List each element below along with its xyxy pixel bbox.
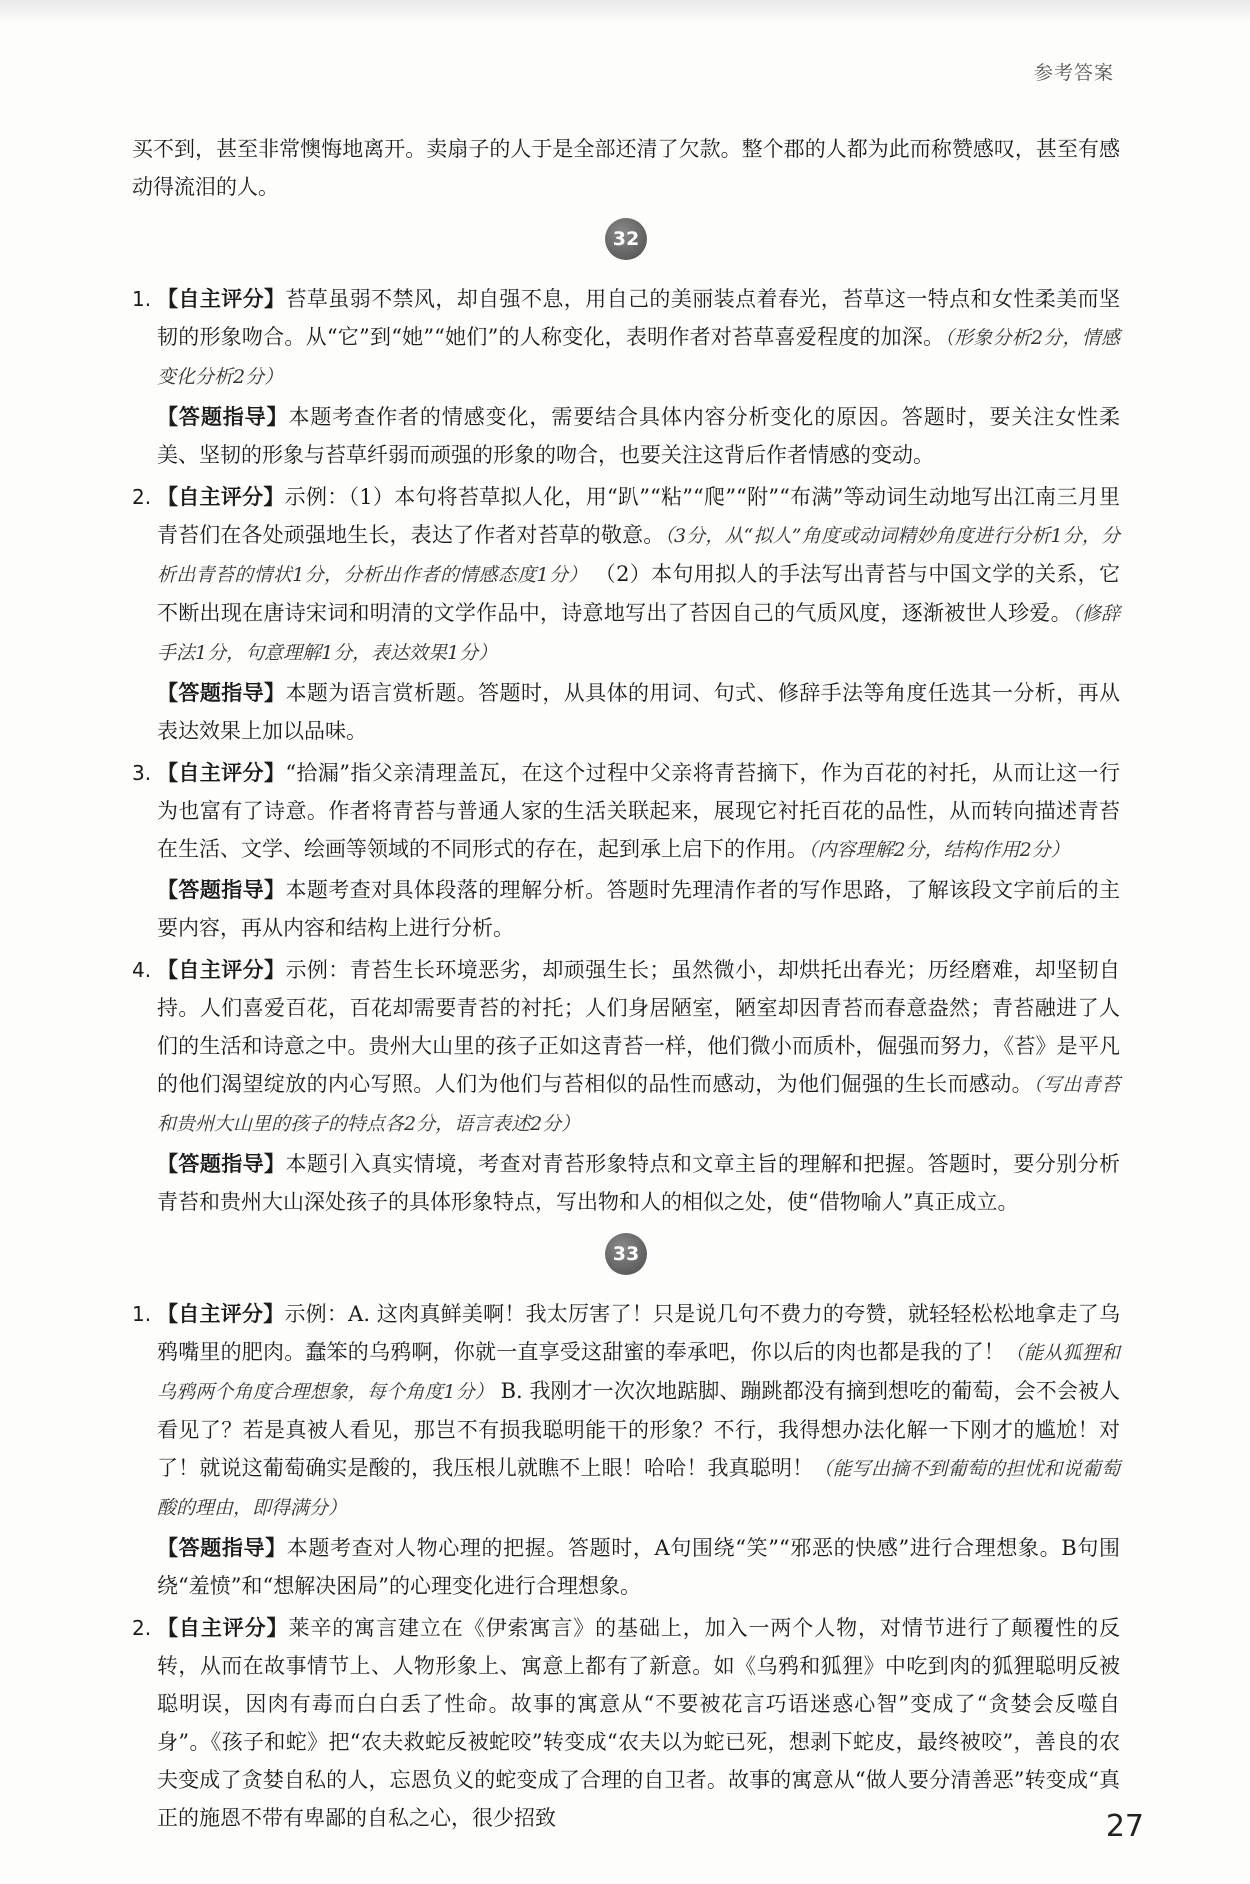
- self-score-text: 示例：（1）本句将苔草拟人化，用“趴”“粘”“爬”“附”“布满”等动词生动地写出江南三月里青苔们在各处顽强地生长，表达了作者对苔草的敬意。: [157, 485, 1121, 547]
- guide-label: 【答题指导】: [157, 1151, 286, 1176]
- self-score: [157, 754, 1120, 869]
- answer-item: [132, 951, 1120, 1221]
- answer-guide: [157, 398, 1120, 474]
- score-note: （写出青苔和贵州大山里的孩子的特点各2分，语言表述2分）: [157, 1074, 1120, 1135]
- answer-guide: [157, 1145, 1120, 1221]
- guide-label: 【答题指导】: [157, 877, 286, 902]
- answer-item: [132, 1295, 1120, 1605]
- guide-label: 【答题指导】: [157, 404, 289, 429]
- self-score-text: “拾漏”指父亲清理盖瓦，在这个过程中父亲将青苔摘下，作为百花的衬托，从而让这一行为也富有了诗意。作者将青苔与普通人家的生活关联起来，展现它衬托百花的品性，从而转向描述青苔在生活、文学、绘画等领域的不同形式的存在，起到承上启下的作用。: [157, 761, 1121, 861]
- scan-top-shadow: [0, 0, 1250, 24]
- answer-content: [132, 130, 1120, 1837]
- self-score-label: 【自主评分】: [157, 957, 286, 982]
- answer-item: [132, 754, 1120, 947]
- running-header: 参考答案: [1033, 62, 1114, 84]
- item-number: 2.: [132, 1616, 152, 1640]
- intro-paragraph: 买不到，甚至非常懊悔地离开。卖扇子的人于是全部还清了欠款。整个郡的人都为此而称赞感叹，甚至有感动得流泪的人。: [132, 137, 1120, 199]
- guide-text: 本题考查对具体段落的理解分析。答题时先理清作者的写作思路，了解该段文字前后的主要内容，再从内容和结构上进行分析。: [157, 878, 1121, 940]
- section-33-header: [132, 1221, 1120, 1291]
- answer-guide: [157, 1529, 1120, 1605]
- self-score-text: 苔草虽弱不禁风，却自强不息，用自己的美丽装点着春光，苔草这一特点和女性柔美而坚韧的形象吻合。从“它”到“她”“她们”的人称变化，表明作者对苔草喜爱程度的加深。: [157, 287, 1121, 349]
- self-score-label: 【自主评分】: [157, 1301, 285, 1326]
- score-note: （能从狐狸和乌鸦两个角度合理想象，每个角度1分）: [157, 1342, 1120, 1403]
- self-score: [157, 280, 1120, 396]
- self-score-text-2: B. 我刚才一次次地踮脚、蹦跳都没有摘到想吃的葡萄，会不会被人看见了？若是真被人看见，那岂不有损我聪明能干的形象？不行，我得想办法化解一下刚才的尴尬！对了！就说这葡萄确实是酸的，我压根儿就瞧不上眼！哈哈！我真聪明！: [157, 1379, 1121, 1480]
- self-score-text: 莱辛的寓言建立在《伊索寓言》的基础上，加入一两个人物，对情节进行了颠覆性的反转，从而在故事情节上、人物形象上、寓意上都有了新意。如《乌鸦和狐狸》中吃到肉的狐狸聪明反被聪明误，因肉有毒而白白丢了性命。故事的寓意从“不要被花言巧语迷惑心智”变成了“贪婪会反噬自身”。《孩子和蛇》把“农夫救蛇反被蛇咬”转变成“农夫以为蛇已死，想剥下蛇皮，最终被咬”，善良的农夫变成了贪婪自私的人，忘恩负义的蛇变成了合理的自卫者。故事的寓意从“做人要分清善恶”转变成“真正的施恩不带有卑鄙的自私之心，很少招致: [157, 1616, 1121, 1830]
- self-score-label: 【自主评分】: [157, 484, 285, 509]
- answer-guide: [157, 674, 1120, 750]
- self-score-text: 示例：A. 这肉真鲜美啊！我太厉害了！只是说几句不费力的夸赞，就轻轻松松地拿走了乌鸦嘴里的肥肉。蠢笨的乌鸦啊，你就一直享受这甜蜜的奉承吧，你以后的肉也都是我的了！: [157, 1302, 1121, 1364]
- guide-text: 本题为语言赏析题。答题时，从具体的用词、句式、修辞手法等角度任选其一分析，再从表达效果上加以品味。: [157, 681, 1121, 743]
- score-note: （内容理解2分，结构作用2分）: [808, 839, 1070, 861]
- guide-label: 【答题指导】: [157, 680, 286, 705]
- score-note-2: （能写出摘不到葡萄的担忧和说葡萄酸的理由，即得满分）: [157, 1458, 1120, 1519]
- self-score-label: 【自主评分】: [157, 760, 286, 785]
- self-score-text: 示例：青苔生长环境恶劣，却顽强生长；虽然微小，却烘托出春光；历经磨难，却坚韧自持。人们喜爱百花，百花却需要青苔的衬托；人们身居陋室，陋室却因青苔而春意盎然；青苔融进了人们的生活和诗意之中。贵州大山里的孩子正如这青苔一样，他们微小而质朴，倔强而努力，《苔》是平凡的他们渴望绽放的内心写照。人们为他们与苔相似的品性而感动，为他们倔强的生长而感动。: [157, 958, 1121, 1096]
- score-note: （3分，从“拟人”角度或动词精妙角度进行分析1分，分析出青苔的情状1分，分析出作者的情感态度1分）: [157, 525, 1120, 586]
- answer-guide: [157, 871, 1120, 947]
- item-number: 1.: [132, 1302, 152, 1326]
- guide-text: 本题考查对人物心理的把握。答题时，A句围绕“笑”“邪恶的快感”进行合理想象。B句围绕“羞愤”和“想解决困局”的心理变化进行合理想象。: [157, 1536, 1120, 1598]
- item-number: 2.: [132, 485, 152, 509]
- answer-item: [132, 478, 1120, 750]
- page-number: 27: [1105, 1809, 1144, 1844]
- item-number: 3.: [132, 761, 152, 785]
- guide-label: 【答题指导】: [157, 1535, 287, 1560]
- section-number-badge: 32: [605, 218, 647, 260]
- answer-item: [132, 1609, 1120, 1837]
- answer-item: [132, 280, 1120, 474]
- self-score-label: 【自主评分】: [157, 1615, 289, 1640]
- section-number-badge: 33: [605, 1233, 647, 1275]
- self-score-text-2: （2）本句用拟人的手法写出青苔与中国文学的关系，它不断出现在唐诗宋词和明清的文学作品中，诗意地写出了苔因自己的气质风度，逐渐被世人珍爱。: [157, 562, 1120, 625]
- guide-text: 本题考查作者的情感变化，需要结合具体内容分析变化的原因。答题时，要关注女性柔美、坚韧的形象与苔草纤弱而顽强的形象的吻合，也要关注这背后作者情感的变动。: [157, 405, 1121, 467]
- guide-text: 本题引入真实情境，考查对青苔形象特点和文章主旨的理解和把握。答题时，要分别分析青苔和贵州大山深处孩子的具体形象特点，写出物和人的相似之处，使“借物喻人”真正成立。: [157, 1152, 1121, 1214]
- self-score-label: 【自主评分】: [157, 286, 286, 311]
- self-score: [157, 1295, 1120, 1527]
- item-number: 1.: [132, 287, 152, 311]
- score-note-2: （修辞手法1分，句意理解1分，表达效果1分）: [157, 603, 1120, 664]
- score-note: （形象分析2分，情感变化分析2分）: [157, 327, 1120, 388]
- self-score: [157, 951, 1120, 1143]
- self-score: [157, 1609, 1120, 1837]
- section-32-header: [132, 206, 1120, 276]
- self-score: [157, 478, 1120, 672]
- item-number: 4.: [132, 958, 152, 982]
